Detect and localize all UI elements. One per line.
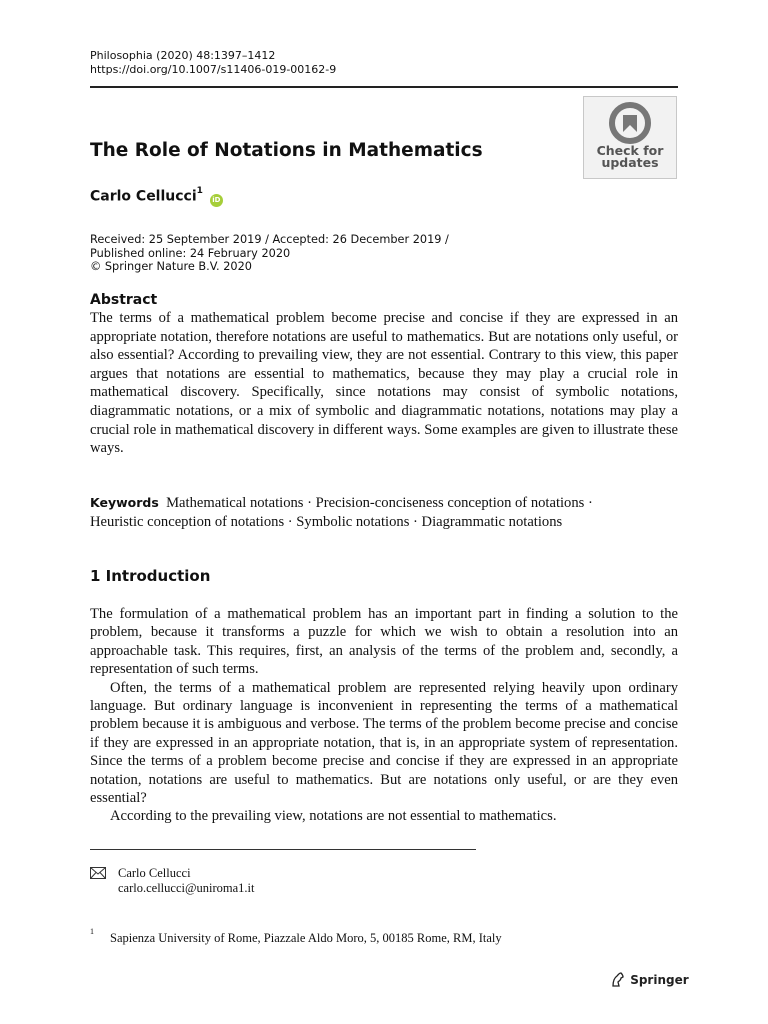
- author-line: [90, 188, 223, 207]
- journal-citation: Philosophia (2020) 48:1397–1412: [90, 49, 276, 62]
- copyright-line: © Springer Nature B.V. 2020: [90, 260, 252, 273]
- keywords-label: Keywords: [90, 495, 159, 510]
- intro-paragraph-1: The formulation of a mathematical problem has an important part in finding a solution to the problem, because it transforms a puzzle for which we wish to obtain a resolution into an approachable task. This requires, first, an analysis of the terms of the problem and, secondly, a representation of such terms.: [90, 606, 678, 678]
- received-accepted: Received: 25 September 2019 / Accepted: 26 December 2019 /: [90, 233, 449, 246]
- keywords-line-1: Mathematical notations · Precision-conciseness conception of notations ·: [166, 495, 593, 511]
- header-rule: [90, 86, 678, 88]
- envelope-icon: [90, 867, 106, 879]
- author-name[interactable]: Carlo Cellucci: [90, 188, 197, 205]
- intro-paragraph-3: According to the prevailing view, notations are not essential to mathematics.: [110, 808, 557, 825]
- keywords-line-2: Heuristic conception of notations · Symbolic notations · Diagrammatic notations: [90, 513, 563, 530]
- journal-header: [90, 49, 336, 77]
- springer-horse-icon: [610, 972, 626, 987]
- paper-title: The Role of Notations in Mathematics: [90, 140, 483, 161]
- keywords: [90, 494, 678, 531]
- introduction-body: [90, 605, 678, 826]
- correspondence: [90, 866, 254, 896]
- affiliation-text: Sapienza University of Rome, Piazzale Aldo Moro, 5, 00185 Rome, RM, Italy: [110, 931, 502, 946]
- published-online: Published online: 24 February 2020: [90, 246, 291, 260]
- section-heading-introduction: 1 Introduction: [90, 567, 211, 585]
- author-affil-mark: 1: [196, 186, 203, 196]
- publisher-logo: [610, 972, 689, 987]
- author-email[interactable]: carlo.cellucci@uniroma1.it: [118, 881, 255, 895]
- abstract-text: The terms of a mathematical problem become precise and concise if they are expressed in an appropriate notation, therefore notations are useful to mathematics. But are notations only useful, or also essential? According to prevailing view, they are not essential. Contrary to this view, this paper argues that notations are essential to mathematics, because they may play a crucial role in mathematical discovery. Specifically, since notations may consist of symbolic notations, diagrammatic notations, or a mix of symbolic and diagrammatic notations, notations may play a crucial role in mathematical discovery in different ways. Some examples are given to illustrate these ways.: [90, 310, 678, 457]
- doi-link[interactable]: https://doi.org/10.1007/s11406-019-00162-9: [90, 63, 337, 76]
- intro-paragraph-2: Often, the terms of a mathematical problem are represented relying heavily upon ordinary language. But ordinary language is inconvenient in representing the terms of a mathematical problem because it is ambiguous and verbose. The terms of the problem become precise and concise if they are expressed in an appropriate notation, that is, in an appropriate system of representation. Since the terms of a problem become precise and concise if they are expressed in an appropriate notation, notations are useful to mathematics. But are notations only useful, or are they even essential?: [90, 679, 678, 807]
- badge-line-1: Check for: [596, 143, 664, 158]
- badge-line-2: updates: [601, 155, 659, 170]
- orcid-icon[interactable]: iD: [210, 194, 223, 207]
- publication-dates: [90, 233, 449, 274]
- copyright-icon: ©: [90, 260, 102, 273]
- abstract-heading: Abstract: [90, 292, 158, 308]
- publisher-name: Springer: [630, 973, 689, 987]
- footnote-rule: [90, 849, 476, 850]
- check-for-updates-badge[interactable]: [583, 96, 677, 179]
- affiliation-mark: 1: [90, 927, 94, 936]
- corresponding-author-name: Carlo Cellucci: [118, 866, 191, 880]
- affiliation: [90, 927, 502, 946]
- check-updates-icon: [605, 101, 655, 145]
